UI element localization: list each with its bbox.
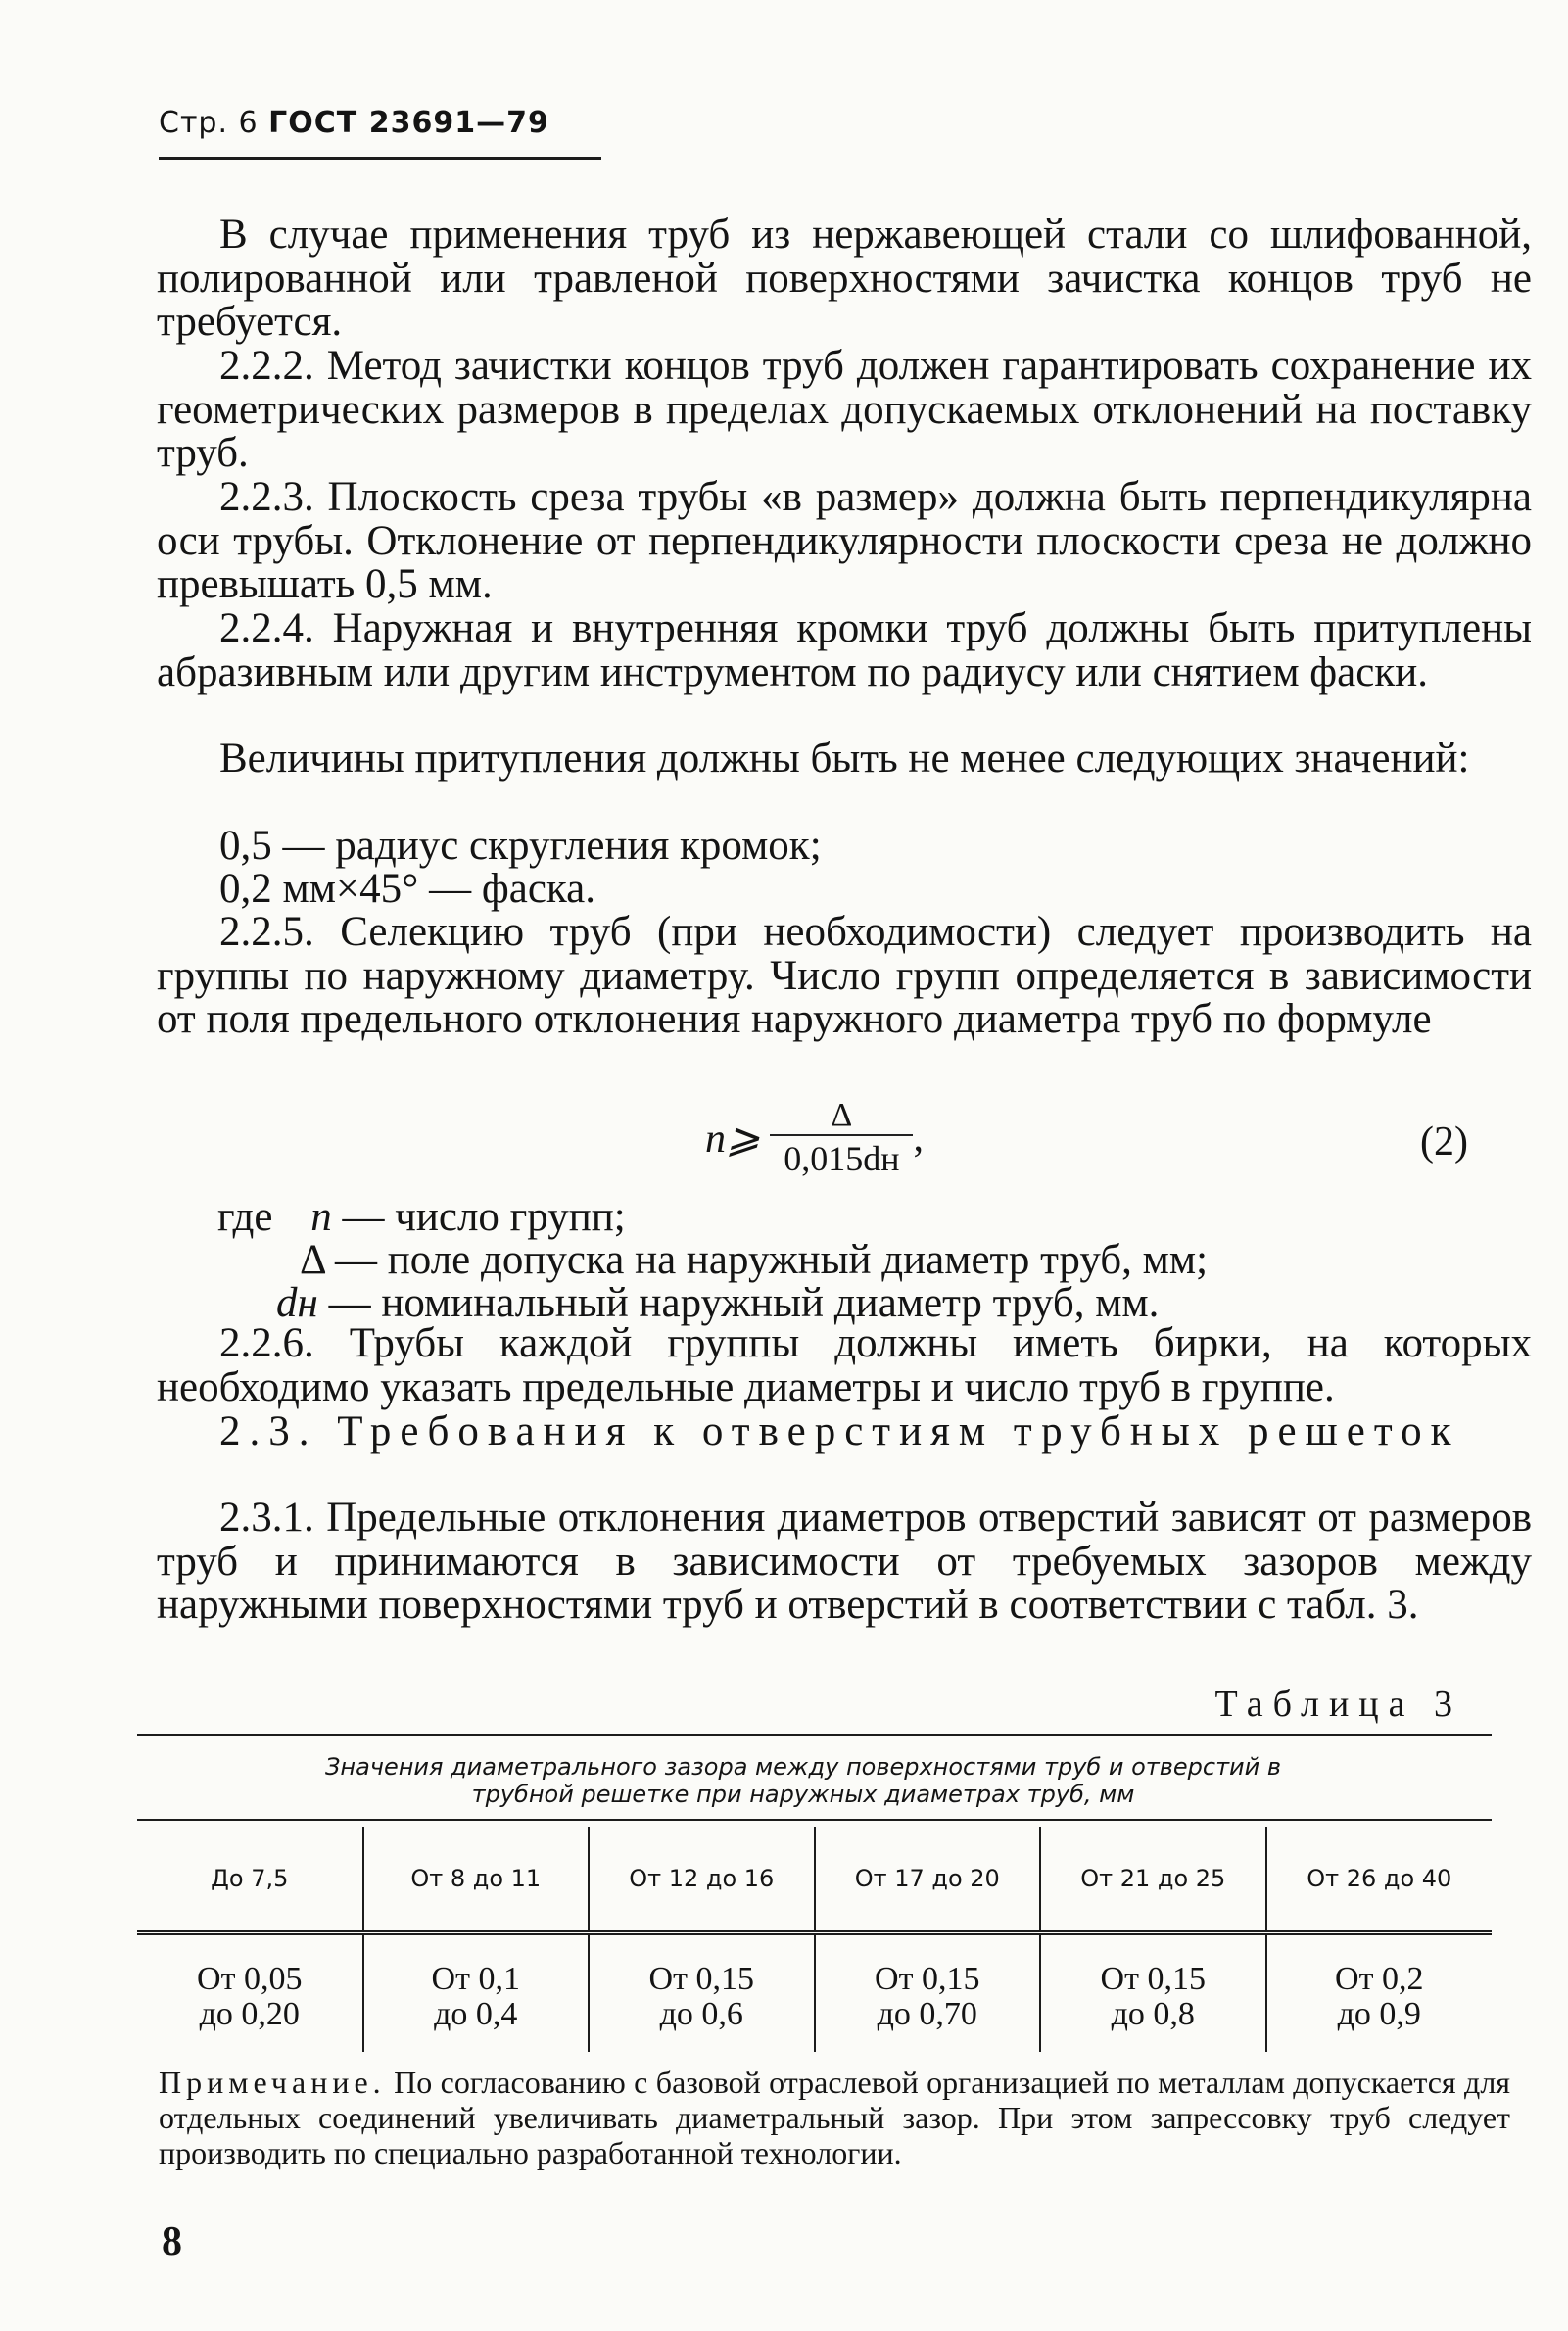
formula-denominator: 0,015dн xyxy=(770,1134,913,1179)
table-cell xyxy=(1040,1933,1266,2053)
column-header: От 21 до 25 xyxy=(1040,1827,1266,1933)
value-from: От 0,15 xyxy=(875,1961,980,1997)
column-header: От 8 до 11 xyxy=(363,1827,590,1933)
formula-lhs: n⩾ xyxy=(705,1117,761,1162)
definition-delta xyxy=(300,1236,1208,1284)
table-header-line1: Значения диаметрального зазора между поверхностями труб и отверстий в xyxy=(324,1753,1282,1781)
value-to: до 0,4 xyxy=(434,1996,518,2032)
table-note xyxy=(159,2065,1510,2170)
paragraph-blunting-values: Величины притупления должны быть не менее следующих значений: xyxy=(219,736,1470,782)
value-from: От 0,05 xyxy=(197,1961,303,1997)
table-cell xyxy=(815,1933,1041,2053)
definition-prefix: где xyxy=(217,1194,273,1240)
paragraph-2-3-1: 2.3.1. Предельные отклонения диаметров отверстий зависят от размеров труб и принимаются в зависимости от требуемых зазоров между наружными поверхностями труб и отверстий в соответствии с табл. 3. xyxy=(157,1495,1532,1628)
section-2-3-heading: 2.3. Требования к отверстиям трубных решеток xyxy=(219,1408,1460,1454)
table-row xyxy=(137,1933,1492,2053)
definition-text: — число групп; xyxy=(342,1194,626,1240)
value-from: От 0,2 xyxy=(1335,1961,1424,1997)
table-cell xyxy=(1266,1933,1493,2053)
paragraph-chamfer: 0,2 мм×45° — фаска. xyxy=(219,866,595,912)
paragraph-2-2-6: 2.2.6. Трубы каждой группы должны иметь бирки, на которых необходимо указать предельные диаметры и число труб в группе. xyxy=(157,1320,1532,1410)
value-to: до 0,20 xyxy=(199,1996,300,2032)
table-caption: Таблица 3 xyxy=(1214,1684,1462,1725)
value-to: до 0,9 xyxy=(1337,1996,1421,2032)
definition-text: — номинальный наружный диаметр труб, мм. xyxy=(328,1280,1160,1326)
table-cell xyxy=(137,1933,363,2053)
equation-number: (2) xyxy=(1420,1119,1468,1165)
table-cell xyxy=(363,1933,590,2053)
paragraph-2-2-3: 2.2.3. Плоскость среза трубы «в размер» должна быть перпендикулярна оси трубы. Отклонение от перпендикулярности плоскости среза не должно превышать 0,5 мм. xyxy=(157,474,1532,607)
column-header: До 7,5 xyxy=(137,1827,363,1933)
definition-symbol: n xyxy=(310,1194,332,1240)
table-header-rule xyxy=(137,1819,1492,1821)
formula-fraction xyxy=(770,1097,913,1179)
definition-symbol: Δ xyxy=(300,1237,325,1283)
gap-table xyxy=(137,1827,1492,2052)
table-header xyxy=(196,1753,1410,1808)
definition-symbol: dн xyxy=(276,1280,318,1326)
value-from: От 0,1 xyxy=(431,1961,520,1997)
paragraph-radius: 0,5 — радиус скругления кромок; xyxy=(219,823,822,869)
value-to: до 0,70 xyxy=(877,1996,977,2032)
paragraph-2-2-5: 2.2.5. Селекцию труб (при необходимости) следует производить на группы по наружному диаметру. Число групп определяется в зависимости от поля предельного отклонения наружного диаметра труб по формуле xyxy=(157,909,1532,1042)
column-header: От 12 до 16 xyxy=(589,1827,815,1933)
formula-comma: , xyxy=(913,1116,924,1161)
paragraph-2-2-4: 2.2.4. Наружная и внутренняя кромки труб должны быть притуплены абразивным или другим инструментом по радиусу или снятием фаски. xyxy=(157,605,1532,695)
page-label: Стр. 6 xyxy=(159,106,259,140)
table-top-rule xyxy=(137,1734,1492,1736)
value-from: От 0,15 xyxy=(648,1961,754,1997)
page-number: 8 xyxy=(162,2219,182,2264)
formula-numerator: Δ xyxy=(831,1097,853,1133)
note-label: Примечание. xyxy=(159,2065,386,2100)
paragraph-stainless: В случае применения труб из нержавеющей стали со шлифованной, полированной или травленой поверхностями зачистка концов труб не требуется. xyxy=(157,212,1532,345)
paragraph-2-2-2: 2.2.2. Метод зачистки концов труб должен гарантировать сохранение их геометрических размеров в пределах допускаемых отклонений на поставку труб. xyxy=(157,343,1532,476)
value-from: От 0,15 xyxy=(1100,1961,1206,1997)
table-column-headers xyxy=(137,1827,1492,1933)
definition-text: — поле допуска на наружный диаметр труб, мм; xyxy=(335,1237,1209,1283)
value-to: до 0,8 xyxy=(1111,1996,1195,2032)
table-cell xyxy=(589,1933,815,2053)
standard-title: ГОСТ 23691—79 xyxy=(268,106,549,140)
header-rule xyxy=(159,157,601,160)
column-header: От 26 до 40 xyxy=(1266,1827,1493,1933)
table-header-line2: трубной решетке при наружных диаметрах труб, мм xyxy=(471,1781,1135,1808)
note-text: По согласованию с базовой отраслевой организацией по металлам допускается для отдельных соединений увеличивать диаметральный зазор. При этом запрессовку труб следует производить по специально разработанной технологии. xyxy=(159,2065,1511,2170)
column-header: От 17 до 20 xyxy=(815,1827,1041,1933)
page-header xyxy=(159,106,549,140)
formula-2 xyxy=(705,1097,924,1179)
value-to: до 0,6 xyxy=(659,1996,743,2032)
definition-n xyxy=(217,1193,626,1241)
